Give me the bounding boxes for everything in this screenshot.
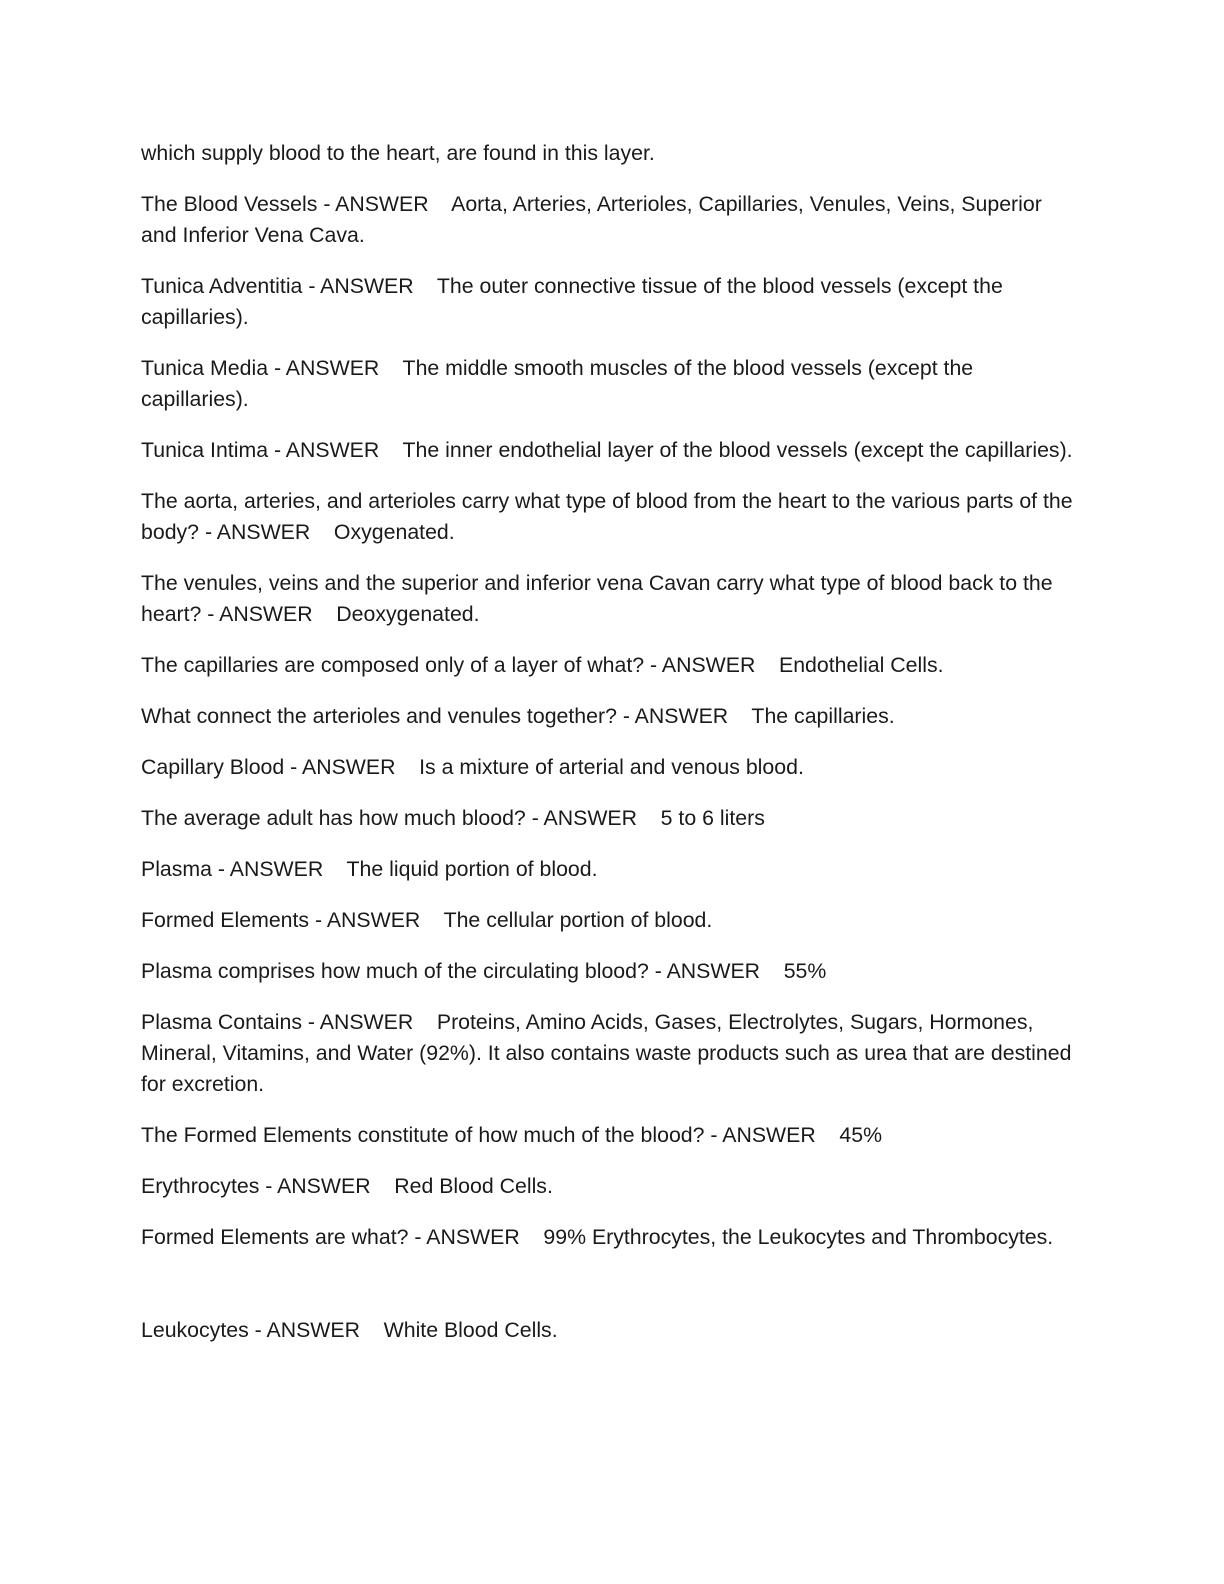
paragraph-plasma-percentage: Plasma comprises how much of the circulating blood? - ANSWER 55%: [141, 959, 827, 983]
paragraph-tunica-adventitia: Tunica Adventitia - ANSWER The outer connective tissue of the blood vessels (except the capillaries).: [141, 274, 1003, 329]
paragraph-erythrocytes: Erythrocytes - ANSWER Red Blood Cells.: [141, 1174, 553, 1198]
paragraph-formed-elements-percentage: The Formed Elements constitute of how much of the blood? - ANSWER 45%: [141, 1123, 883, 1147]
paragraph-tunica-media: Tunica Media - ANSWER The middle smooth muscles of the blood vessels (except the capillaries).: [141, 356, 974, 411]
paragraph-leukocytes: Leukocytes - ANSWER White Blood Cells.: [141, 1318, 558, 1342]
paragraph-plasma-contains: Plasma Contains - ANSWER Proteins, Amino Acids, Gases, Electrolytes, Sugars, Hormones, Mineral, Vitamins, and Water (92%). It also contains waste products such as urea that are destined for excretion.: [141, 1010, 1072, 1096]
paragraph-blood-vessels: The Blood Vessels - ANSWER Aorta, Arteries, Arterioles, Capillaries, Venules, Veins, Superior and Inferior Vena Cava.: [141, 192, 1042, 247]
paragraph-average-blood: The average adult has how much blood? - ANSWER 5 to 6 liters: [141, 806, 765, 830]
paragraph-tunica-intima: Tunica Intima - ANSWER The inner endothelial layer of the blood vessels (except the capillaries).: [141, 438, 1073, 462]
paragraph-venules-blood-type: The venules, veins and the superior and inferior vena Cavan carry what type of blood back to the heart? - ANSWER Deoxygenated.: [141, 571, 1053, 626]
paragraph-capillary-blood: Capillary Blood - ANSWER Is a mixture of arterial and venous blood.: [141, 755, 804, 779]
paragraph-formed-elements-what: Formed Elements are what? - ANSWER 99% Erythrocytes, the Leukocytes and Thrombocytes.: [141, 1225, 1054, 1249]
paragraph-continuation: which supply blood to the heart, are found in this layer.: [141, 141, 655, 165]
document-body: [141, 138, 1076, 1366]
paragraph-capillaries-composition: The capillaries are composed only of a layer of what? - ANSWER Endothelial Cells.: [141, 653, 944, 677]
paragraph-connect-arterioles: What connect the arterioles and venules together? - ANSWER The capillaries.: [141, 704, 895, 728]
paragraph-plasma: Plasma - ANSWER The liquid portion of blood.: [141, 857, 598, 881]
paragraph-aorta-blood-type: The aorta, arteries, and arterioles carry what type of blood from the heart to the various parts of the body? - ANSWER Oxygenated.: [141, 489, 1073, 544]
paragraph-formed-elements: Formed Elements - ANSWER The cellular portion of blood.: [141, 908, 713, 932]
